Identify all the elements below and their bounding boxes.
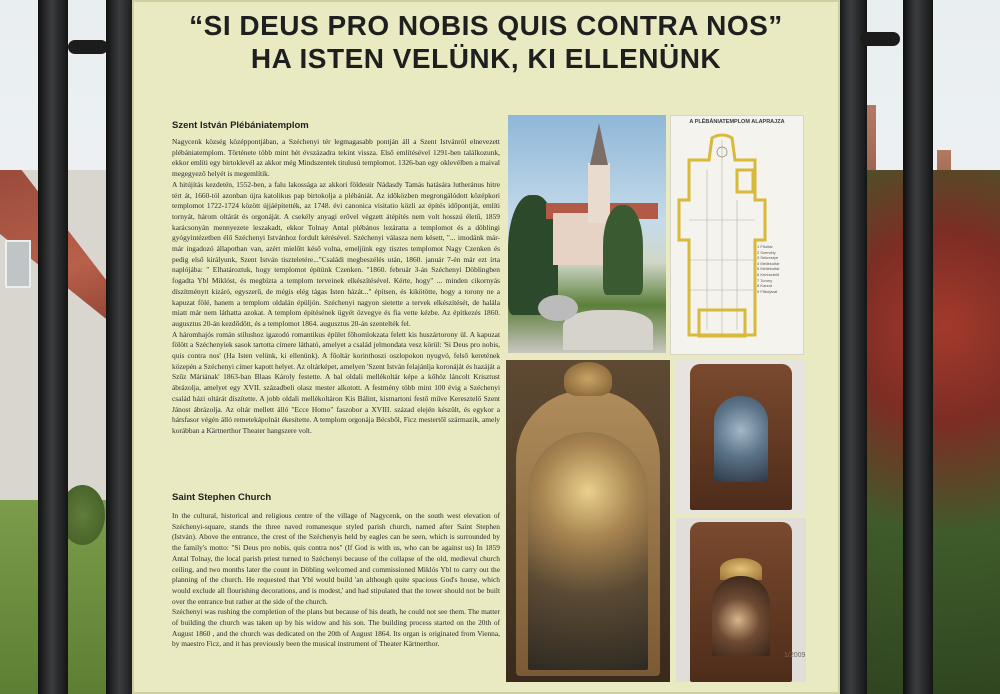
house-window bbox=[5, 240, 31, 288]
altar-painting bbox=[528, 432, 648, 670]
sign-post bbox=[903, 0, 933, 694]
floor-plan-drawing bbox=[677, 130, 767, 352]
english-heading: Saint Stephen Church bbox=[172, 492, 272, 503]
legend-item: 6 Keresztelő bbox=[757, 271, 780, 277]
side-altar-photo-john bbox=[676, 360, 806, 513]
hungarian-paragraph: A háromhajós román stílushoz igazodó romantikus épület főhomlokzata felett kis huszártorony ül. A kapuzat fölött a Széchenyiek sasok tartotta címere látható, amelyet a család jelmondata vesz körül: 'Si Deus pro nobis, quis contra nos' (Ha Isten velünk, ki ellenünk). A főoltár korinthoszi oszlopokon nyugvó, felső keretének közepén a Széchenyi címer kapott helyet. Az oltárképet, amelyen 'Szent István felajánlja koronáját és hazáját a Szűz Máriának' 1863-ban Blaas Károly festette. A bal oldali mellékoltár képe a kőhöz láncolt Krisztust ábrázolja, amelyet egy XVII. századbeli olasz mester alkotott. A festmény több mint 100 évig a Széchenyi család házi oltárát díszítette. A jobb oldali mellékoltáron Kis Bálint, kismartoni festő műve Keresztelő Szent Jánost ábrázolja. Az oltár mellett álló "Ecce Homo" faszobor a XVIII. század elején készült, és egykor a hársfasor végén álló remetekápolnát ékesítette. A templom orgonája Bécsből, Ficz mestertől származik, amely korábban a Kärtnerthor Theater hangszere volt. bbox=[172, 329, 500, 435]
main-altar-photo bbox=[506, 360, 670, 682]
legend-item: 1 Főoltár bbox=[757, 244, 773, 249]
floor-plan-title: A PLÉBÁNIATEMPLOM ALAPRAJZA bbox=[689, 119, 785, 125]
legend-item: 4 Mellékoltár bbox=[757, 260, 780, 266]
altar-painting bbox=[712, 576, 770, 656]
fountain bbox=[538, 295, 578, 321]
legend-item: 5 Mellékoltár bbox=[757, 266, 780, 272]
photo-watermark: 1/2009 bbox=[784, 652, 806, 659]
english-text bbox=[172, 511, 500, 650]
english-paragraph: In the cultural, historical and religious centre of the village of Nagycenk, on the south west elevation of Széchenyi-square, stands the three naved romanesque styled parish church, named after Saint Stephen (István). Above the entrance, the crest of the Széchenyis held by eagles can be seen, which is surrounded by the family's motto: "Si Deus pro nobis, quis contra nos" (If God is with us, who can be against us) In 1859 Antal Tolnay, the local parish priest turned to Széchenyi because of the collapse of the old, medieval church ceiling, and two months later the count in Döbling welcomed and commissioned Miklós Ybl to carry out the planning of the church. He requested that Ybl would build 'an although quite spacious God's house, which would exclude all flourishing decorations, and is modest,' and had stipulated that the tower should not be built over the entrance but rather at the side of the church. bbox=[172, 511, 500, 606]
legend-item: 2 Szentély bbox=[757, 249, 776, 255]
post-bracket bbox=[68, 40, 108, 54]
garden-path bbox=[563, 310, 653, 350]
sign-post bbox=[38, 0, 68, 694]
church-tower bbox=[588, 163, 610, 223]
panel-title-hungarian: HA ISTEN VELÜNK, KI ELLENÜNK bbox=[250, 43, 722, 74]
panel-title-latin: “SI DEUS PRO NOBIS QUIS CONTRA NOS” bbox=[189, 10, 783, 41]
hungarian-paragraph: A hitújítás kezdetén, 1552-ben, a falu lakossága az akkori földesúr Nádasdy Tamás hatására lutheránus hitre tért át, 1660-tól azonban újra katolikus pap birtokolja a plébániát. Az időközben megrongálódott középkori templomot 1722-1724 között újjáépítették, az 1748. évi canonica visitatio közli az építés időpontját, említi tornyát, három oltárát és orgonáját. A csekély anyagi erővel végzett átépítés nem volt hosszú életű, 1859 karácsonyán mennyezete leszakadt, ekkor Tolnay Antal plébános lezáratta a templomot és a döblingi gyógyintézetben élő Széchenyi Istvánhoz fordult kérésével. Széchenyi válasza nem késett, "... imodánk már-már ingadozó állapotban van, azért mielőtt késő volna, emeljünk egy tisztes templomot Nagy Czenken és pedig első királyunk, Szent István tiszteletére..."Családi megbeszélés után, 1860. január 7-én már ezt írta naplójába: " Elhatároztuk, hogy templomot építünk Czenken. "1860. február 3-án Széchenyi Döblingben fogadta Ybl Miklóst, és megbízta a templom terveinek elkészítésével. Kérte, hogy" ... minden cikornyás díszítménytt kizáró, egyszerű, de mégis elég tágas Isten házát..." építsen, és kikötötte, hogy a torony ne a kapuzat fölé, hanem a templom oldalán épüljön. Széchenyi nagyon sietette a tervek elkészítését, de halála miatt már nem láthatta azokat. A templom építésének ügyét özvegye és fia vette kézbe. Az építkezés 1860. augusztus 20-án kezdődött, és a templomot 1864. augusztus 20-án szentelték fel. bbox=[172, 179, 500, 328]
legend-item: 8 Karzat bbox=[757, 283, 772, 289]
floor-plan bbox=[670, 115, 804, 355]
info-panel bbox=[132, 0, 840, 694]
altar-crest bbox=[564, 362, 612, 396]
legend-item: 9 Főbejárat bbox=[757, 288, 778, 294]
tree bbox=[603, 205, 643, 295]
church-spire bbox=[590, 123, 608, 165]
legend-item: 3 Sekrestye bbox=[757, 255, 779, 261]
english-paragraph: Széchenyi was rushing the completion of the plans but because of his death, he could not see them. The matter of building the church was taken up by his widow and his son. The building process started on the 20th of August 1860 , and the church was dedicated on the 20th of August 1864. Its organ is originated from Vienna, by maestro Ficz, and it has previously been the musical instrument of Theater Kärtnerthor. bbox=[172, 607, 500, 649]
altar-painting bbox=[714, 396, 768, 482]
legend-item: 7 Torony bbox=[757, 277, 773, 283]
hungarian-paragraph: Nagycenk község középpontjában, a Széchenyi tér legmagasabb pontján áll a Szent Istvánról elnevezett plébániatemplom. Története több mint hét évszázadra tekint vissza. Első említésével 1291-ben találkozunk, ekkor említi egy birtoklevél az akkor még Mindszentek titulusú templomot. 1326-ban egy oklevélben a maival megegyező helyét is megemlítik. bbox=[172, 137, 500, 179]
hungarian-heading: Szent István Plébániatemplom bbox=[172, 120, 309, 131]
floor-plan-legend bbox=[757, 244, 801, 294]
sign-post bbox=[837, 0, 867, 694]
church-photo bbox=[508, 115, 666, 353]
post-bracket bbox=[860, 32, 900, 46]
hungarian-text bbox=[172, 137, 500, 437]
